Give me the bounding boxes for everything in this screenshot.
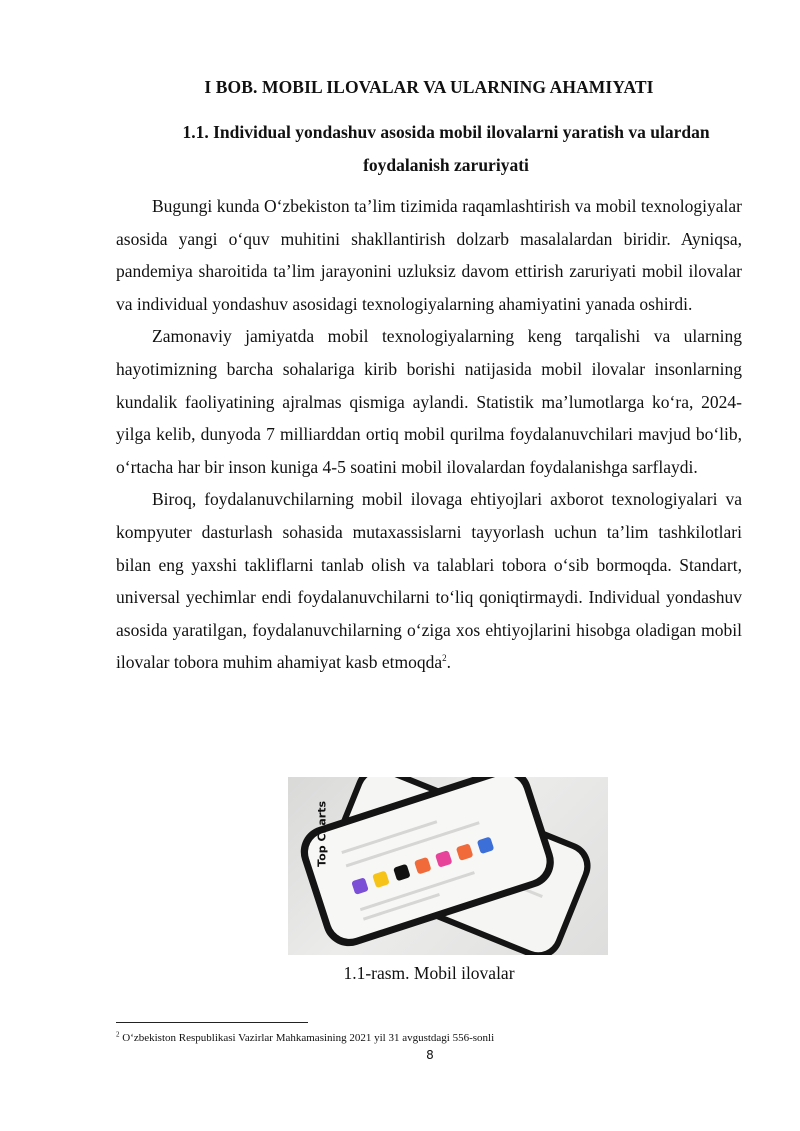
body-text [116, 190, 742, 679]
chapter-title: I BOB. MOBIL ILOVALAR VA ULARNING AHAMIYATI [204, 77, 654, 97]
paragraph-2: Zamonaviy jamiyatda mobil texnologiyalarning keng tarqalishi va ularning hayotimizning barcha sohalariga kirib borishi natijasida mobil ilovalar insonlarning kundalik faoliyatining ajralmas qismiga aylandi. Statistik ma’lumotlarga ko‘ra, 2024-yilga kelib, dunyoda 7 milliarddan ortiq mobil qurilma foydalanuvchilari mavjud bo‘lib, o‘rtacha har bir inson kuniga 4-5 soatini mobil ilovalardan foydalanishga sarflaydi. [116, 326, 742, 477]
footnote [116, 1031, 742, 1045]
phones-illustration [288, 777, 608, 955]
footnote-separator [116, 1022, 308, 1023]
section-title: 1.1. Individual yondashuv asosida mobil ilovalarni yaratish va ulardan foydalanish zaruriyati [182, 122, 710, 175]
mobile-apps-photo [288, 777, 608, 955]
paragraph-3: Biroq, foydalanuvchilarning mobil ilovaga ehtiyojlari axborot texnologiyalari va kompyuter dasturlash sohasida mutaxassislarni tayyorlash uchun ta’lim tashkilotlari bilan eng yaxshi takliflarni tanlab olish va talablari tobora o‘sib bormoqda. Standart, universal yechimlar endi foydalanuvchilarni to‘liq qoniqtirmaydi. Individual yondashuv asosida yaratilgan, foydalanuvchilarning o‘ziga xos ehtiyojlarini hisobga oladigan mobil ilovalar tobora muhim ahamiyat kasb etmoqda$^2$. [116, 489, 742, 673]
phone-screen-title: Top Charts [315, 800, 329, 867]
footnote-marker: 2 [116, 1030, 120, 1039]
page-number: 8 [426, 1048, 434, 1062]
footnote-text: O‘zbekiston Respublikasi Vazirlar Mahkamasining 2021 yil 31 avgustdagi 556-sonli [122, 1032, 495, 1044]
figure-caption: 1.1-rasm. Mobil ilovalar [343, 963, 515, 983]
paragraph-1: Bugungi kunda O‘zbekiston ta’lim tizimida raqamlashtirish va mobil texnologiyalar asosida yangi o‘quv muhitini shakllantirish dolzarb masalalardan biridir. Ayniqsa, pandemiya sharoitida ta’lim jarayonini uzluksiz davom ettirish zaruriyati mobil ilovalar va individual yondashuv asosidagi texnologiyalarning ahamiyatini yanada oshirdi. [116, 196, 742, 314]
paragraph-3-text: Biroq, foydalanuvchilarning mobil ilovaga ehtiyojlari axborot texnologiyalari va kompyuter dasturlash sohasida mutaxassislarni tayyorlash uchun ta’lim tashkilotlari bilan eng yaxshi takliflarni tanlab olish va talablari tobora o‘sib bormoqda. Standart, universal yechimlar endi foydalanuvchilarni to‘liq qoniqtirmaydi. Individual yondashuv asosida yaratilgan, foydalanuvchilarning o‘ziga xos ehtiyojlarini hisobga oladigan mobil ilovalar tobora muhim ahamiyat kasb etmoqda [116, 489, 742, 673]
footnote-reference[interactable]: 2 [442, 653, 447, 664]
